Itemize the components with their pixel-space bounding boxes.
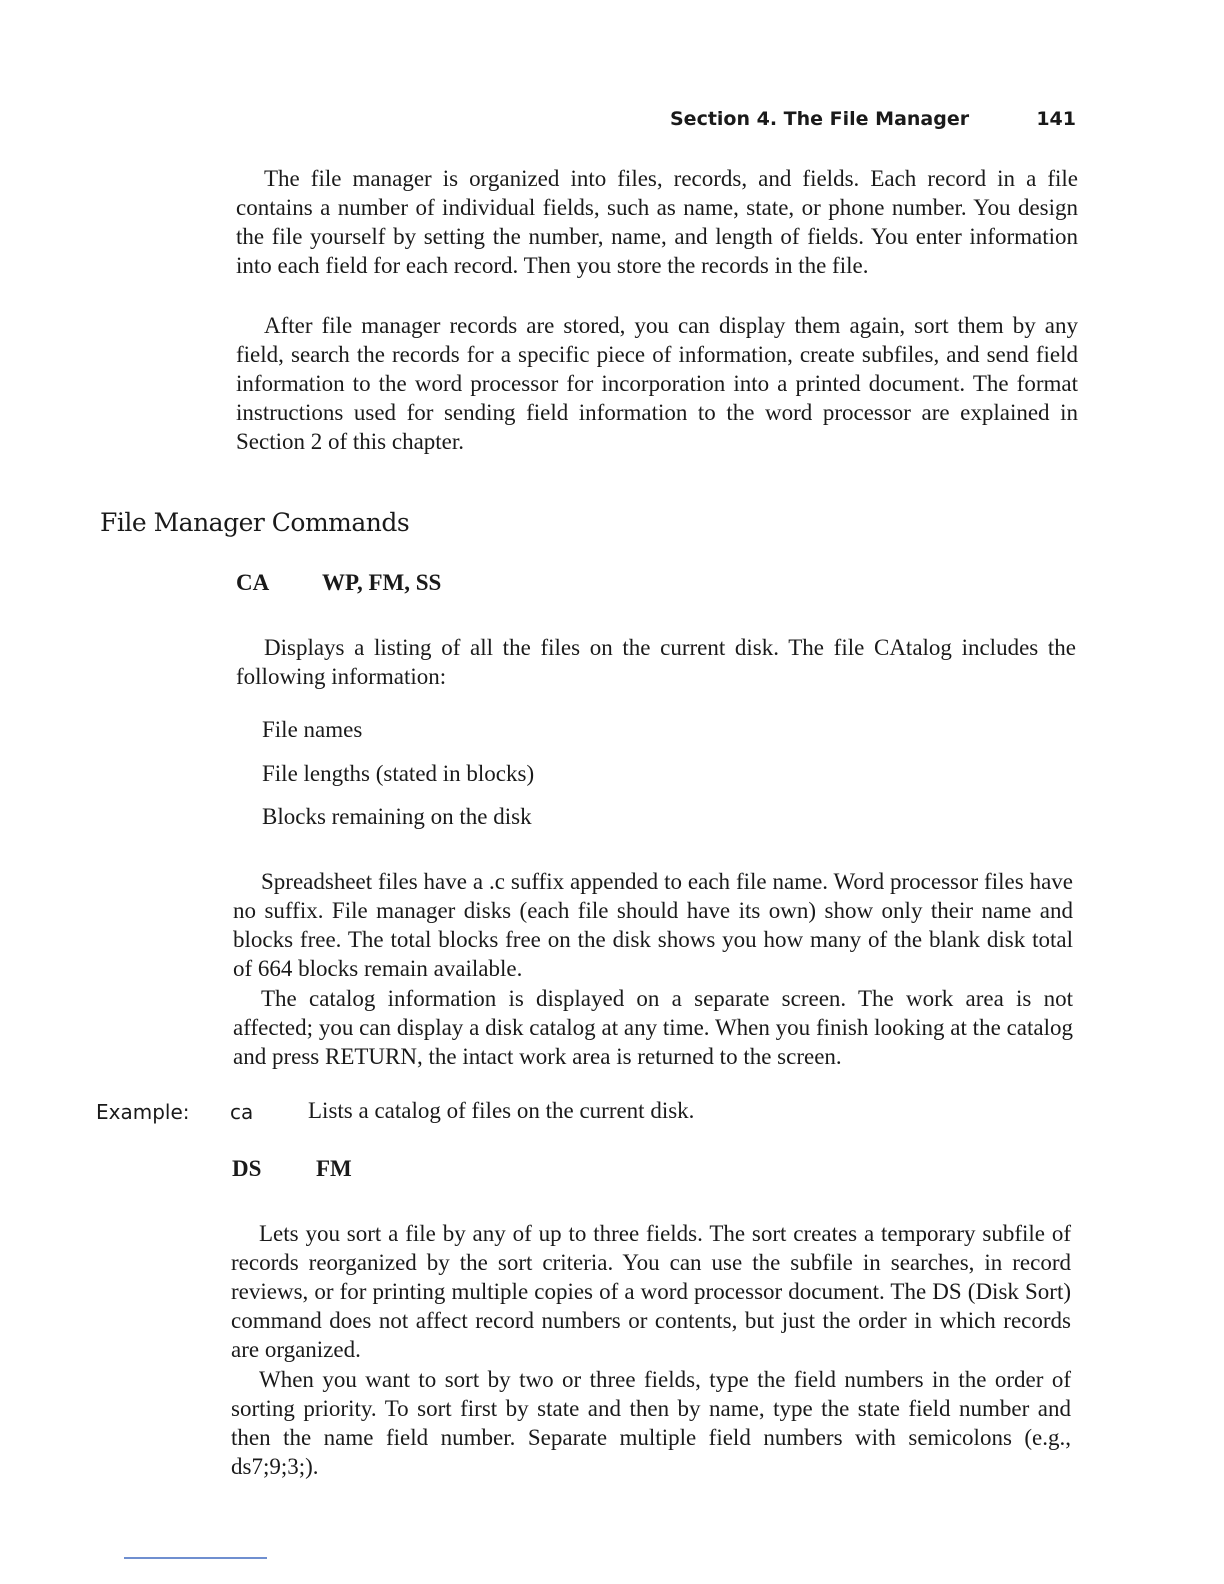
intro-paragraph-2: After file manager records are stored, you can display them again, sort them by any field, search the records for a specific piece of information, create subfiles, and send field information to the word processor for incorporation into a printed document. The format instructions used for sending field information to the word processor are explained in Section 2 of this chapter. <box>236 313 1078 454</box>
ca-paragraph-3: The catalog information is displayed on a separate screen. The work area is not affected; you can display a disk catalog at any time. When you finish looking at the catalog and press RETURN, the intact work area is returned to the screen. <box>233 986 1073 1069</box>
example-description: Lists a catalog of files on the current disk. <box>308 1098 695 1123</box>
intro-paragraph-1: The file manager is organized into files, records, and fields. Each record in a file contains a number of individual fields, such as name, state, or phone number. You design the file yourself by setting the number, name, and length of fields. You enter information into each field for each record. Then you store the records in the file. <box>236 166 1078 278</box>
list-item: File lengths (stated in blocks) <box>262 761 535 786</box>
ca-paragraph-2: Spreadsheet files have a .c suffix appended to each file name. Word processor files have no suffix. File manager disks (each file should have its own) show only their name and blocks free. The total blocks free on the disk shows you how many of the blank disk total of 664 blocks remain available. <box>233 869 1073 981</box>
example-label: Example: <box>96 1100 190 1124</box>
running-head <box>670 108 1080 138</box>
section-heading: File Manager Commands <box>100 508 410 537</box>
footer-rule <box>124 1557 267 1559</box>
command-name: DS <box>232 1156 262 1181</box>
ca-description: Displays a listing of all the files on the current disk. The file CAtalog includes the following information: <box>236 635 1076 689</box>
list-item: File names <box>262 717 363 742</box>
section-title: Section 4. The File Manager <box>670 108 970 130</box>
example-command: ca <box>230 1100 254 1124</box>
list-item: Blocks remaining on the disk <box>262 804 532 829</box>
command-modes: WP, FM, SS <box>322 570 442 595</box>
ds-paragraph-2: When you want to sort by two or three fields, type the field numbers in the order of sorting priority. To sort first by state and then by name, type the state field number and then the name field number. Separate multiple field numbers with semicolons (e.g., ds7;9;3;). <box>231 1367 1071 1479</box>
page-number: 141 <box>1036 108 1076 130</box>
example-row <box>96 1100 996 1132</box>
command-modes: FM <box>316 1156 352 1181</box>
command-name: CA <box>236 570 270 595</box>
ds-paragraph-1: Lets you sort a file by any of up to three fields. The sort creates a temporary subfile of records reorganized by the sort criteria. You can use the subfile in searches, in record reviews, or for printing multiple copies of a word processor document. The DS (Disk Sort) command does not affect record numbers or contents, but just the order in which records are organized. <box>231 1221 1071 1362</box>
